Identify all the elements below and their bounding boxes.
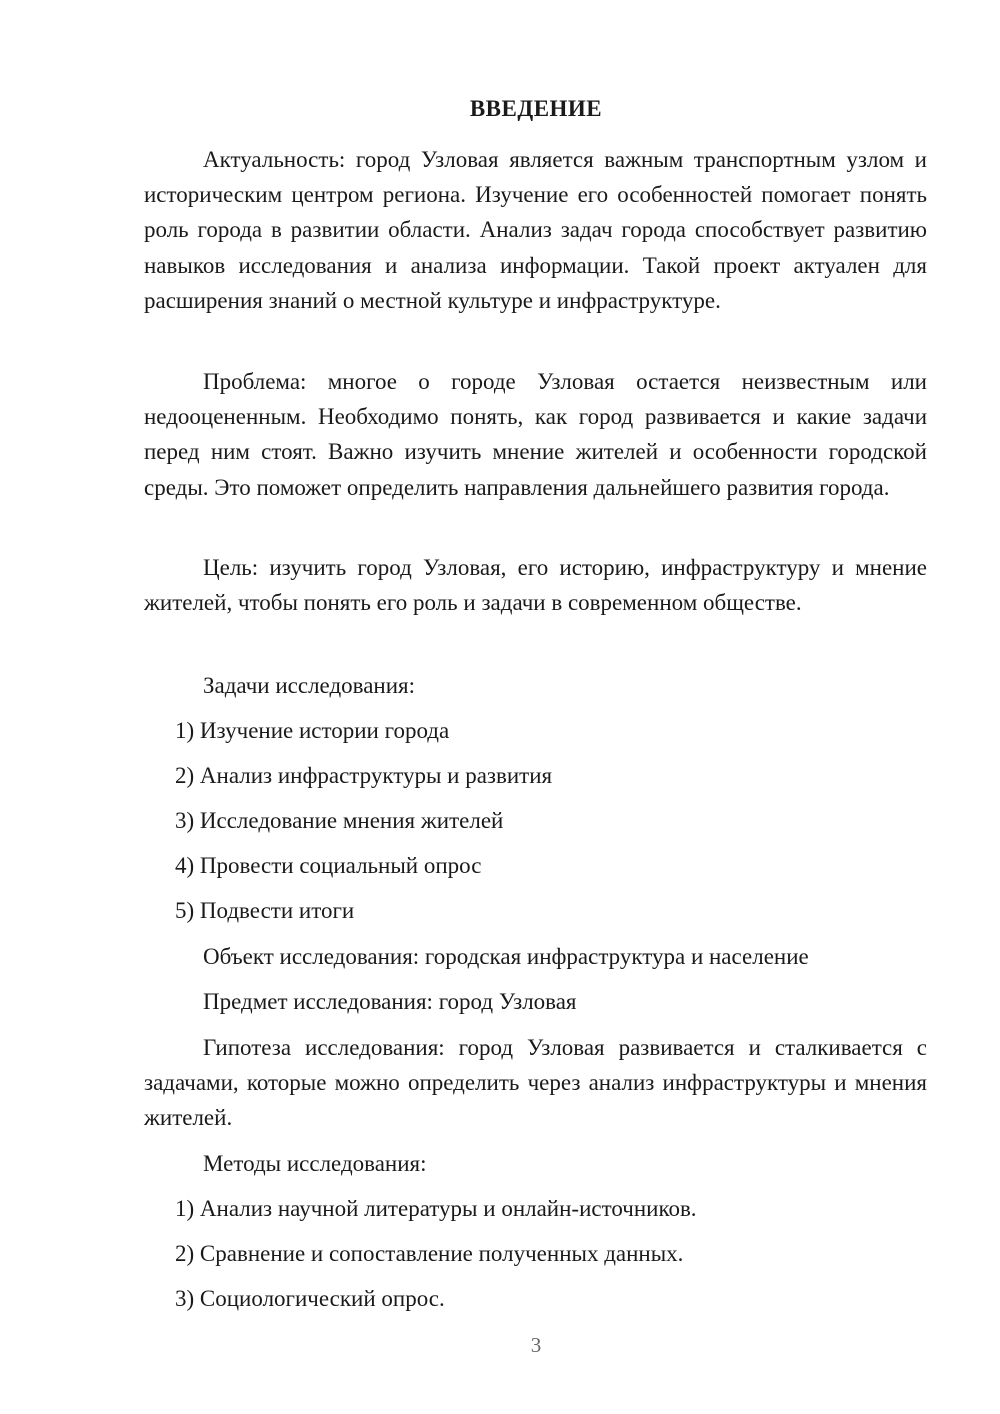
relevance-paragraph: Актуальность: город Узловая является важным транспортным узлом и историческим центром региона. Изучение его особенностей помогает понять роль города в развитии области. Анализ задач города способствует развитию навыков исследования и анализа информации. Такой проект актуален для расширения знаний о местной культуре и инфраструктуре. <box>144 147 927 313</box>
methods-heading: Методы исследования: <box>203 1151 427 1176</box>
task-item: 1) Изучение истории города <box>175 718 450 743</box>
page-title: ВВЕДЕНИЕ <box>469 96 603 121</box>
task-item: 5) Подвести итоги <box>175 898 355 923</box>
task-item: 2) Анализ инфраструктуры и развития <box>175 763 553 788</box>
research-object: Объект исследования: городская инфраструктура и население <box>203 944 809 969</box>
hypothesis-paragraph: Гипотеза исследования: город Узловая развивается и сталкивается с задачами, которые можно определить через анализ инфраструктуры и мнения жителей. <box>144 1035 927 1131</box>
task-item: 3) Исследование мнения жителей <box>175 808 504 833</box>
page-number: 3 <box>530 1333 542 1357</box>
goal-paragraph: Цель: изучить город Узловая, его историю, инфраструктуру и мнение жителей, чтобы понять его роль и задачи в современном обществе. <box>144 555 927 616</box>
problem-paragraph: Проблема: многое о городе Узловая остается неизвестным или недооцененным. Необходимо понять, как город развивается и какие задачи перед ним стоят. Важно изучить мнение жителей и особенности городской среды. Это поможет определить направления дальнейшего развития города. <box>144 369 927 500</box>
task-item: 4) Провести социальный опрос <box>175 853 482 878</box>
method-item: 1) Анализ научной литературы и онлайн-источников. <box>175 1196 697 1221</box>
research-subject: Предмет исследования: город Узловая <box>203 989 577 1014</box>
method-item: 3) Социологический опрос. <box>175 1286 445 1311</box>
method-item: 2) Сравнение и сопоставление полученных данных. <box>175 1241 684 1266</box>
tasks-heading: Задачи исследования: <box>203 673 416 698</box>
